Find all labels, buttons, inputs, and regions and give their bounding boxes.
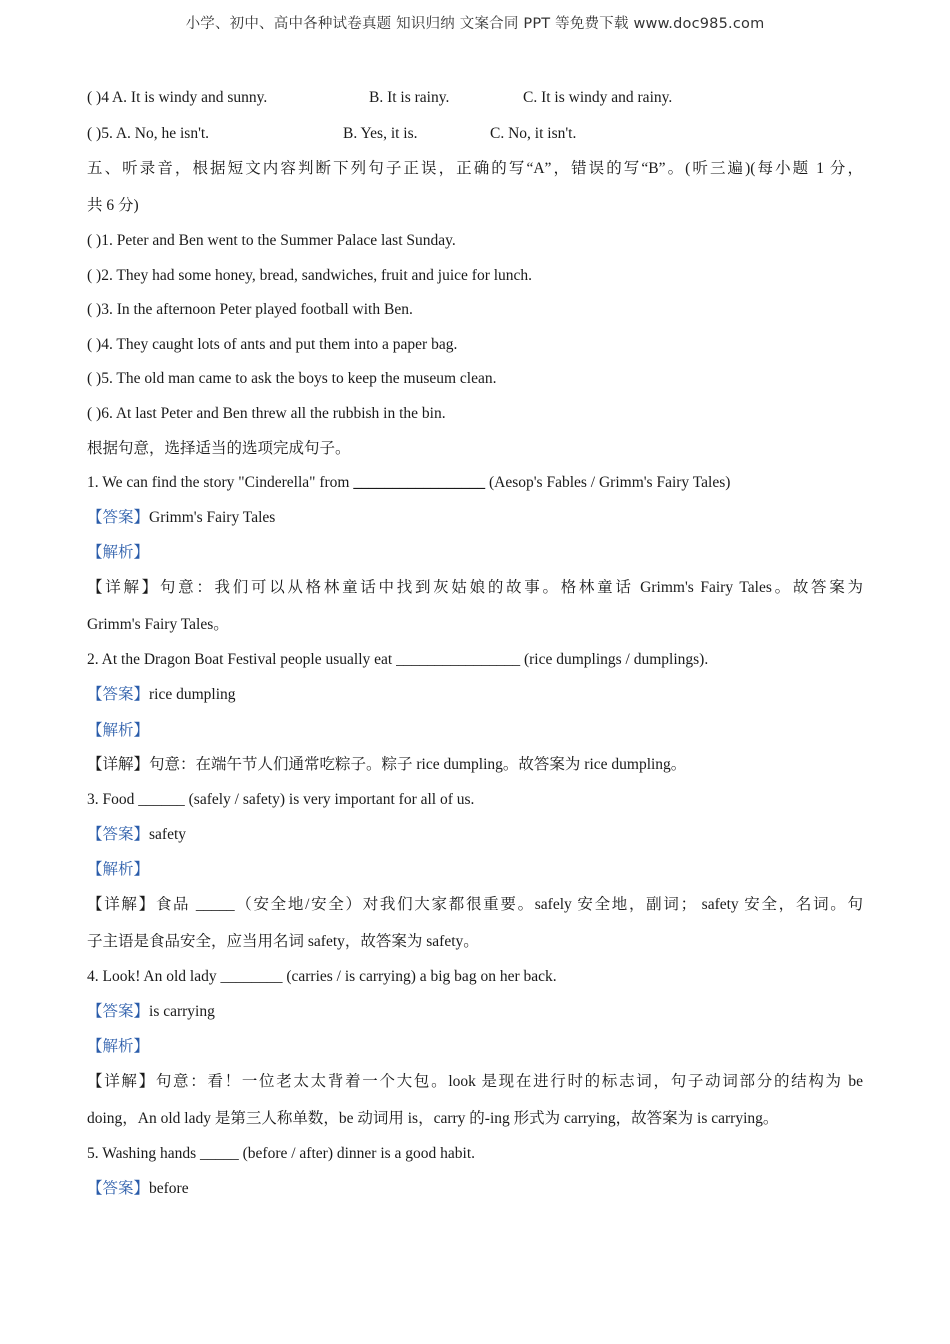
judge-item: ( )4. They caught lots of ants and put them into a paper bag. xyxy=(87,336,458,353)
judge-item: ( )1. Peter and Ben went to the Summer Palace last Sunday. xyxy=(87,232,456,249)
question-4-option-c: C. It is windy and rainy. xyxy=(523,89,673,106)
section-5-instruction-cont: 共 6 分) xyxy=(87,197,139,214)
page-header: 小学、初中、高中各种试卷真题 知识归纳 文案合同 PPT 等免费下载 www.doc985.com xyxy=(185,16,765,32)
analysis-label: 【解析】 xyxy=(87,1038,150,1055)
analysis-1 xyxy=(87,543,149,563)
detail-1-text: 句意：我们可以从格林童话中找到灰姑娘的故事。格林童话 Grimm's Fairy Tales。故答案为 xyxy=(159,579,863,596)
answer-5-value: before xyxy=(149,1180,189,1197)
detail-label: 【详解】 xyxy=(87,896,156,913)
question-3 xyxy=(87,790,474,810)
question-3-blank: ______ xyxy=(138,791,185,808)
answer-5 xyxy=(87,1179,189,1199)
answer-label: 【答案】 xyxy=(87,826,150,843)
question-1-blank: _________________ xyxy=(353,474,486,491)
question-5-options: (before / after) dinner is a good habit. xyxy=(238,1145,476,1162)
analysis-4 xyxy=(87,1037,149,1057)
answer-label: 【答案】 xyxy=(87,1003,150,1020)
question-2-blank: ________________ xyxy=(396,651,521,668)
answer-label: 【答案】 xyxy=(87,509,150,526)
answer-4-value: is carrying xyxy=(149,1003,215,1020)
analysis-3 xyxy=(87,860,149,880)
question-5-text: 5. Washing hands xyxy=(87,1145,200,1162)
detail-3-cont: 子主语是食品安全，应当用名词 safety，故答案为 safety。 xyxy=(87,933,479,950)
answer-3-value: safety xyxy=(149,826,187,843)
question-1-text: 1. We can find the story "Cinderella" from xyxy=(87,474,354,491)
judge-item: ( )3. In the afternoon Peter played football with Ben. xyxy=(87,301,413,318)
question-4-text: 4. Look! An old lady xyxy=(87,968,221,985)
detail-3-text: 食品 _____（安全地/安全）对我们大家都很重要。safely 安全地，副词； safety 安全，名词。句 xyxy=(155,896,863,913)
question-4-row xyxy=(87,88,863,108)
detail-label: 【详解】 xyxy=(87,1073,156,1090)
answer-label: 【答案】 xyxy=(87,686,150,703)
detail-2 xyxy=(87,755,686,775)
question-5-blank: _____ xyxy=(200,1145,239,1162)
question-2-options: (rice dumplings / dumplings). xyxy=(520,651,709,668)
analysis-label: 【解析】 xyxy=(87,722,150,739)
question-5-row xyxy=(87,124,863,144)
question-4-option-b: B. It is rainy. xyxy=(369,89,450,106)
detail-label: 【详解】 xyxy=(87,579,160,596)
answer-label: 【答案】 xyxy=(87,1180,150,1197)
judge-item: ( )5. The old man came to ask the boys to keep the museum clean. xyxy=(87,370,497,387)
detail-label: 【详解】 xyxy=(87,756,150,773)
detail-1-cont: Grimm's Fairy Tales。 xyxy=(87,616,229,633)
question-5 xyxy=(87,1144,475,1164)
judge-item: ( )2. They had some honey, bread, sandwiches, fruit and juice for lunch. xyxy=(87,267,533,284)
answer-3 xyxy=(87,825,186,845)
detail-4 xyxy=(87,1072,863,1092)
answer-2-value: rice dumpling xyxy=(149,686,236,703)
question-4 xyxy=(87,967,557,987)
question-1-options: (Aesop's Fables / Grimm's Fairy Tales) xyxy=(485,474,731,491)
question-5-option-b: B. Yes, it is. xyxy=(343,125,418,142)
question-1 xyxy=(87,473,730,493)
analysis-label: 【解析】 xyxy=(87,544,150,561)
question-3-options: (safely / safety) is very important for all of us. xyxy=(184,791,475,808)
answer-1-value: Grimm's Fairy Tales xyxy=(149,509,276,526)
question-4-options: (carries / is carrying) a big bag on her back. xyxy=(282,968,557,985)
question-5-option-c: C. No, it isn't. xyxy=(490,125,577,142)
question-4-option-a: ( )4 A. It is windy and sunny. xyxy=(87,89,268,106)
choose-title: 根据句意，选择适当的选项完成句子。 xyxy=(87,440,351,457)
answer-4 xyxy=(87,1002,215,1022)
question-4-blank: ________ xyxy=(220,968,283,985)
judge-item: ( )6. At last Peter and Ben threw all the rubbish in the bin. xyxy=(87,405,446,422)
answer-1 xyxy=(87,508,275,528)
analysis-2 xyxy=(87,721,149,741)
detail-4-text: 句意：看！一位老太太背着一个大包。look 是现在进行时的标志词，句子动词部分的结构为 be xyxy=(155,1073,863,1090)
question-5-option-a: ( )5. A. No, he isn't. xyxy=(87,125,210,142)
question-2-text: 2. At the Dragon Boat Festival people usually eat xyxy=(87,651,397,668)
detail-4-cont: doing，An old lady 是第三人称单数，be 动词用 is，carry 的-ing 形式为 carrying，故答案为 is carrying。 xyxy=(87,1110,779,1127)
detail-2-text: 句意：在端午节人们通常吃粽子。粽子 rice dumpling。故答案为 rice dumpling。 xyxy=(149,756,687,773)
detail-3 xyxy=(87,895,863,915)
section-5-instruction: 五、听录音，根据短文内容判断下列句子正误，正确的写“A”，错误的写“B”。(听三遍)(每小题 1 分， xyxy=(87,160,863,177)
analysis-label: 【解析】 xyxy=(87,861,150,878)
answer-2 xyxy=(87,685,236,705)
question-2 xyxy=(87,650,708,670)
question-3-text: 3. Food xyxy=(87,791,139,808)
detail-1 xyxy=(87,578,863,598)
